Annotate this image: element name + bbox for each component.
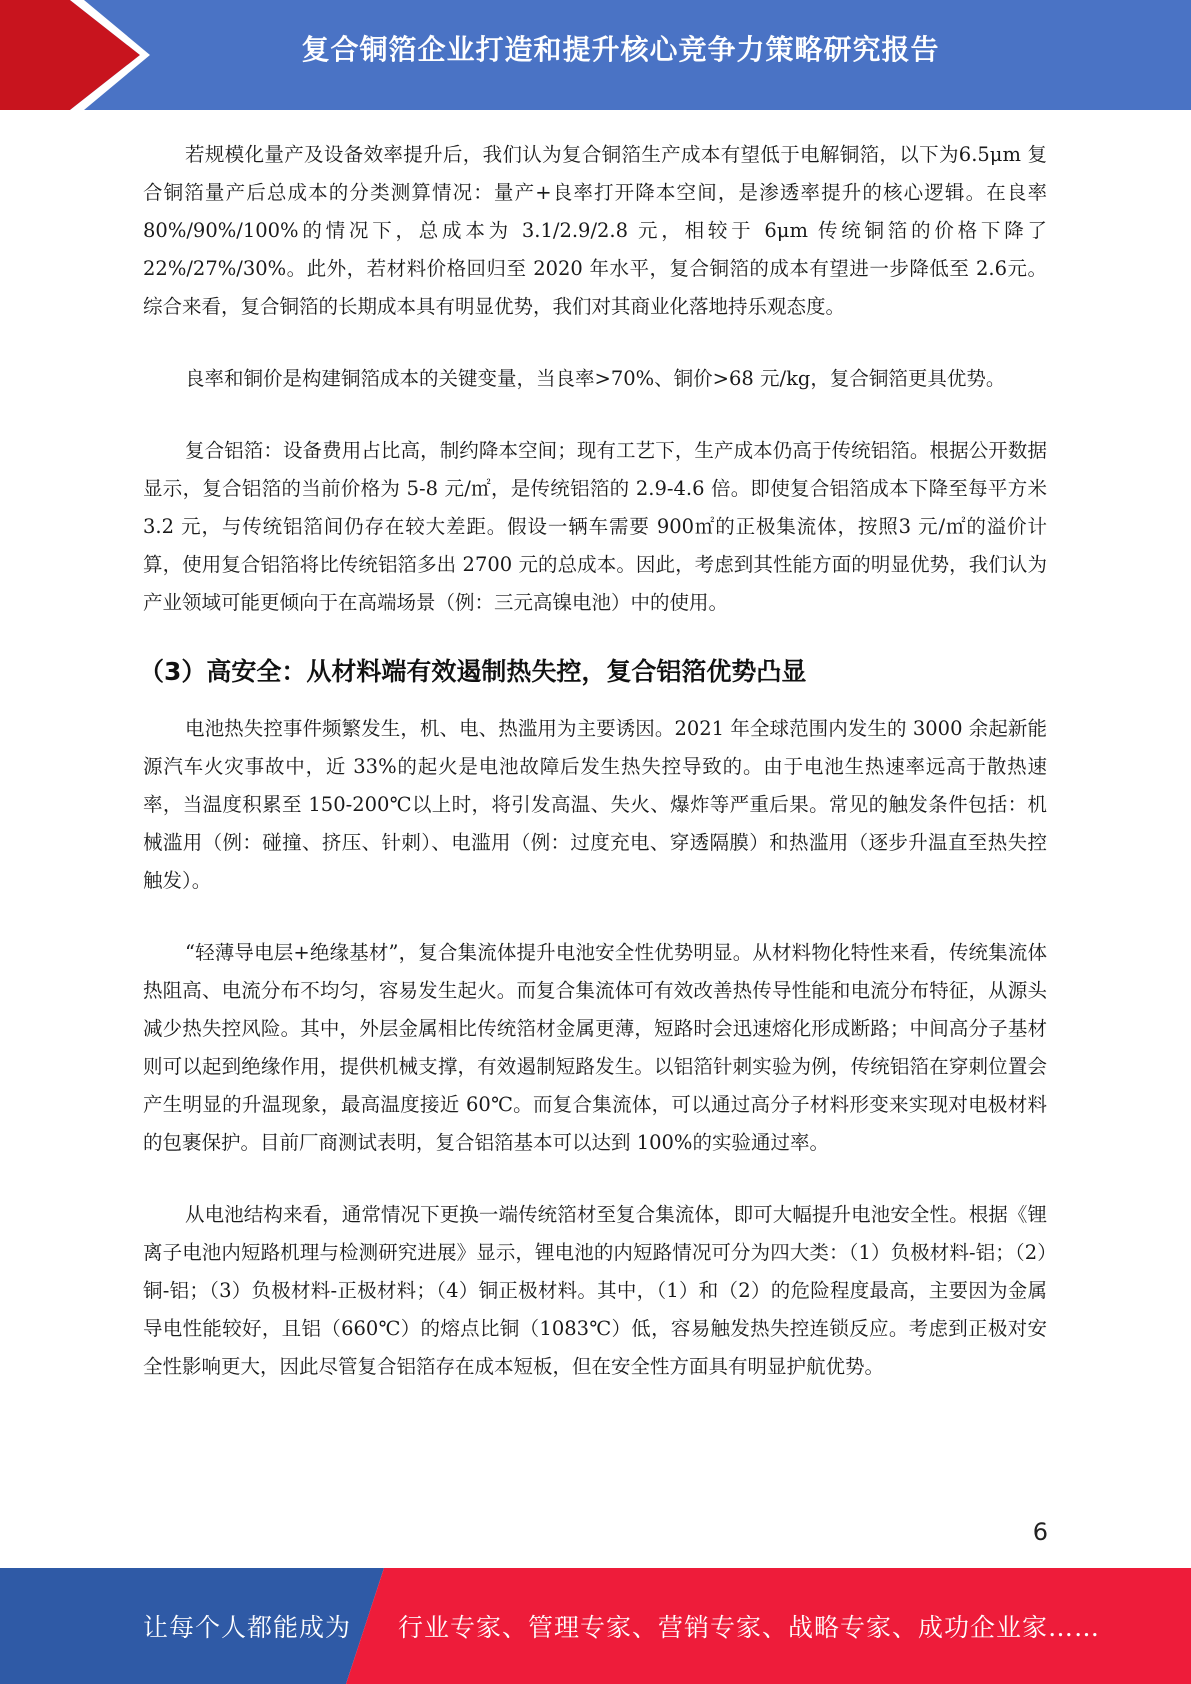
- page-header: [0, 0, 1191, 110]
- paragraph-thermal-runaway: 电池热失控事件频繁发生，机、电、热滥用为主要诱因。2021 年全球范围内发生的 3000 余起新能源汽车火灾事故中，近 33%的起火是电池故障后发生热失控导致的。由于电池生热速率远高于散热速率，当温度积累至 150-200℃以上时，将引发高温、失火、爆炸等严重后果。常见的触发条件包括：机械滥用（例：碰撞、挤压、针刺）、电滥用（例：过度充电、穿透隔膜）和热滥用（逐步升温直至热失控触发）。: [143, 717, 1047, 892]
- paragraph-key-variables: 良率和铜价是构建铜箔成本的关键变量，当良率>70%、铜价>68 元/kg，复合铜箔更具优势。: [185, 367, 1006, 390]
- footer-slogan-left: 让每个人都能成为: [143, 1613, 352, 1642]
- paragraph-composite-aluminum: 复合铝箔：设备费用占比高，制约降本空间；现有工艺下，生产成本仍高于传统铝箔。根据公开数据显示，复合铝箔的当前价格为 5-8 元/㎡，是传统铝箔的 2.9-4.6 倍。即使复合铝箔成本下降至每平方米 3.2 元，与传统铝箔间仍存在较大差距。假设一辆车需要 900㎡的正极集流体，按照3 元/㎡的溢价计算，使用复合铝箔将比传统铝箔多出 2700 元的总成本。因此，考虑到其性能方面的明显优势，我们认为产业领域可能更倾向于在高端场景（例：三元高镍电池）中的使用。: [143, 439, 1047, 614]
- footer-slogan-right: 行业专家、管理专家、营销专家、战略专家、成功企业家……: [398, 1613, 1101, 1642]
- paragraph-composite-safety: “轻薄导电层+绝缘基材”，复合集流体提升电池安全性优势明显。从材料物化特性来看，传统集流体热阻高、电流分布不均匀，容易发生起火。而复合集流体可有效改善热传导性能和电流分布特征，从源头减少热失控风险。其中，外层金属相比传统箔材金属更薄，短路时会迅速熔化形成断路；中间高分子基材则可以起到绝缘作用，提供机械支撑，有效遏制短路发生。以铝箔针刺实验为例，传统铝箔在穿刺位置会产生明显的升温现象，最高温度接近 60℃。而复合集流体，可以通过高分子材料形变来实现对电极材料的包裹保护。目前厂商测试表明，复合铝箔基本可以达到 100%的实验通过率。: [143, 941, 1047, 1154]
- page-footer: [0, 1568, 1191, 1684]
- report-title: 复合铜箔企业打造和提升核心竞争力策略研究报告: [301, 33, 940, 66]
- page-content: [139, 136, 1047, 1386]
- paragraph-battery-structure: 从电池结构来看，通常情况下更换一端传统箔材至复合集流体，即可大幅提升电池安全性。根据《锂离子电池内短路机理与检测研究进展》显示，锂电池的内短路情况可分为四大类：（1）负极材料-铝；（2）铜-铝；（3）负极材料-正极材料；（4）铜正极材料。其中，（1）和（2）的危险程度最高，主要因为金属导电性能较好，且铝（660℃）的熔点比铜（1083℃）低，容易触发热失控连锁反应。考虑到正极对安全性影响更大，因此尽管复合铝箔存在成本短板，但在安全性方面具有明显护航优势。: [143, 1203, 1047, 1378]
- paragraph-cost-estimate: 若规模化量产及设备效率提升后，我们认为复合铜箔生产成本有望低于电解铜箔，以下为6.5μm 复合铜箔量产后总成本的分类测算情况：量产+良率打开降本空间，是渗透率提升的核心逻辑。在良率 80%/90%/100%的情况下，总成本为 3.1/2.9/2.8 元，相较于 6μm 传统铜箔的价格下降了 22%/27%/30%。此外，若材料价格回归至 2020 年水平，复合铜箔的成本有望进一步降低至 2.6元。综合来看，复合铜箔的长期成本具有明显优势，我们对其商业化落地持乐观态度。: [143, 143, 1047, 318]
- section-heading: （3）高安全：从材料端有效遏制热失控，复合铝箔优势凸显: [139, 657, 807, 686]
- page-number: 6: [1032, 1518, 1048, 1546]
